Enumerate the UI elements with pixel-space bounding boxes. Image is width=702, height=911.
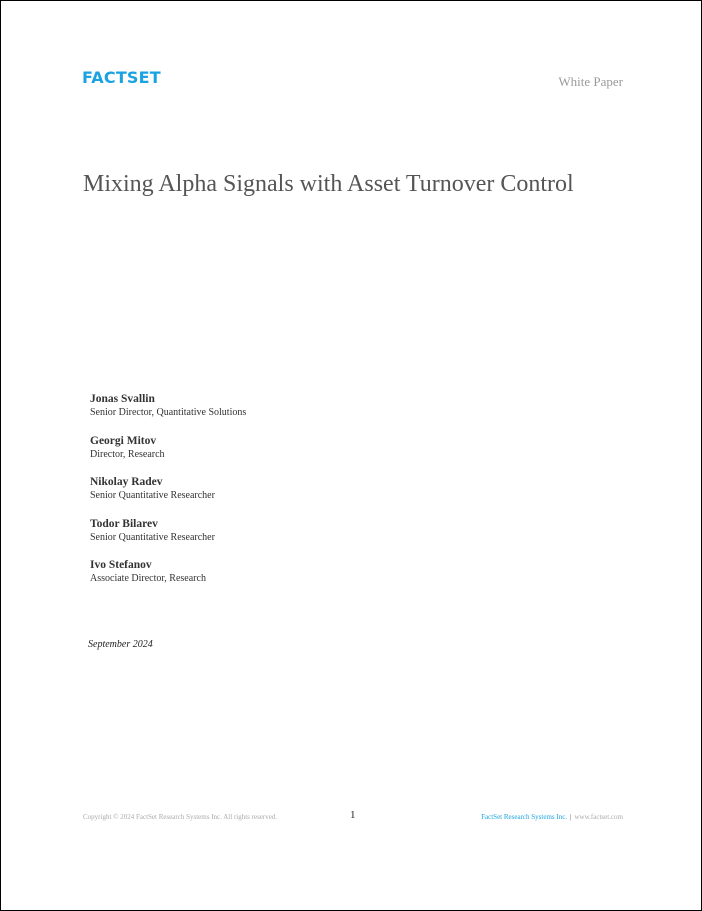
author-role: Director, Research	[90, 448, 165, 460]
footer-company-name: FactSet Research Systems Inc.	[481, 813, 568, 821]
footer-company-info	[481, 813, 623, 821]
document-type-label: White Paper	[558, 74, 623, 89]
author-name: Georgi Mitov	[90, 434, 157, 447]
author-entry	[90, 434, 246, 476]
author-entry	[90, 558, 246, 600]
author-role: Associate Director, Research	[90, 573, 206, 584]
author-role: Senior Director, Quantitative Solutions	[90, 407, 247, 418]
document-title: Mixing Alpha Signals with Asset Turnover Control	[83, 171, 574, 197]
publication-date: September 2024	[88, 639, 153, 650]
author-name: Ivo Stefanov	[90, 559, 152, 571]
footer-copyright: Copyright © 2024 FactSet Research Systems Inc. All rights reserved.	[83, 813, 278, 821]
author-role: Senior Quantitative Researcher	[90, 531, 215, 543]
author-role: Senior Quantitative Researcher	[90, 490, 215, 501]
author-entry	[90, 475, 246, 517]
author-entry	[90, 517, 246, 559]
author-entry	[90, 392, 246, 434]
footer-separator: |	[570, 813, 572, 821]
footer-url-link[interactable]: www.factset.com	[574, 813, 623, 821]
author-name: Jonas Svallin	[90, 393, 155, 405]
factset-logo: FACTSET	[82, 68, 161, 87]
author-name: Nikolay Radev	[90, 476, 163, 488]
author-list	[90, 392, 246, 600]
author-name: Todor Bilarev	[90, 517, 158, 530]
footer-page-number: 1	[350, 809, 356, 821]
